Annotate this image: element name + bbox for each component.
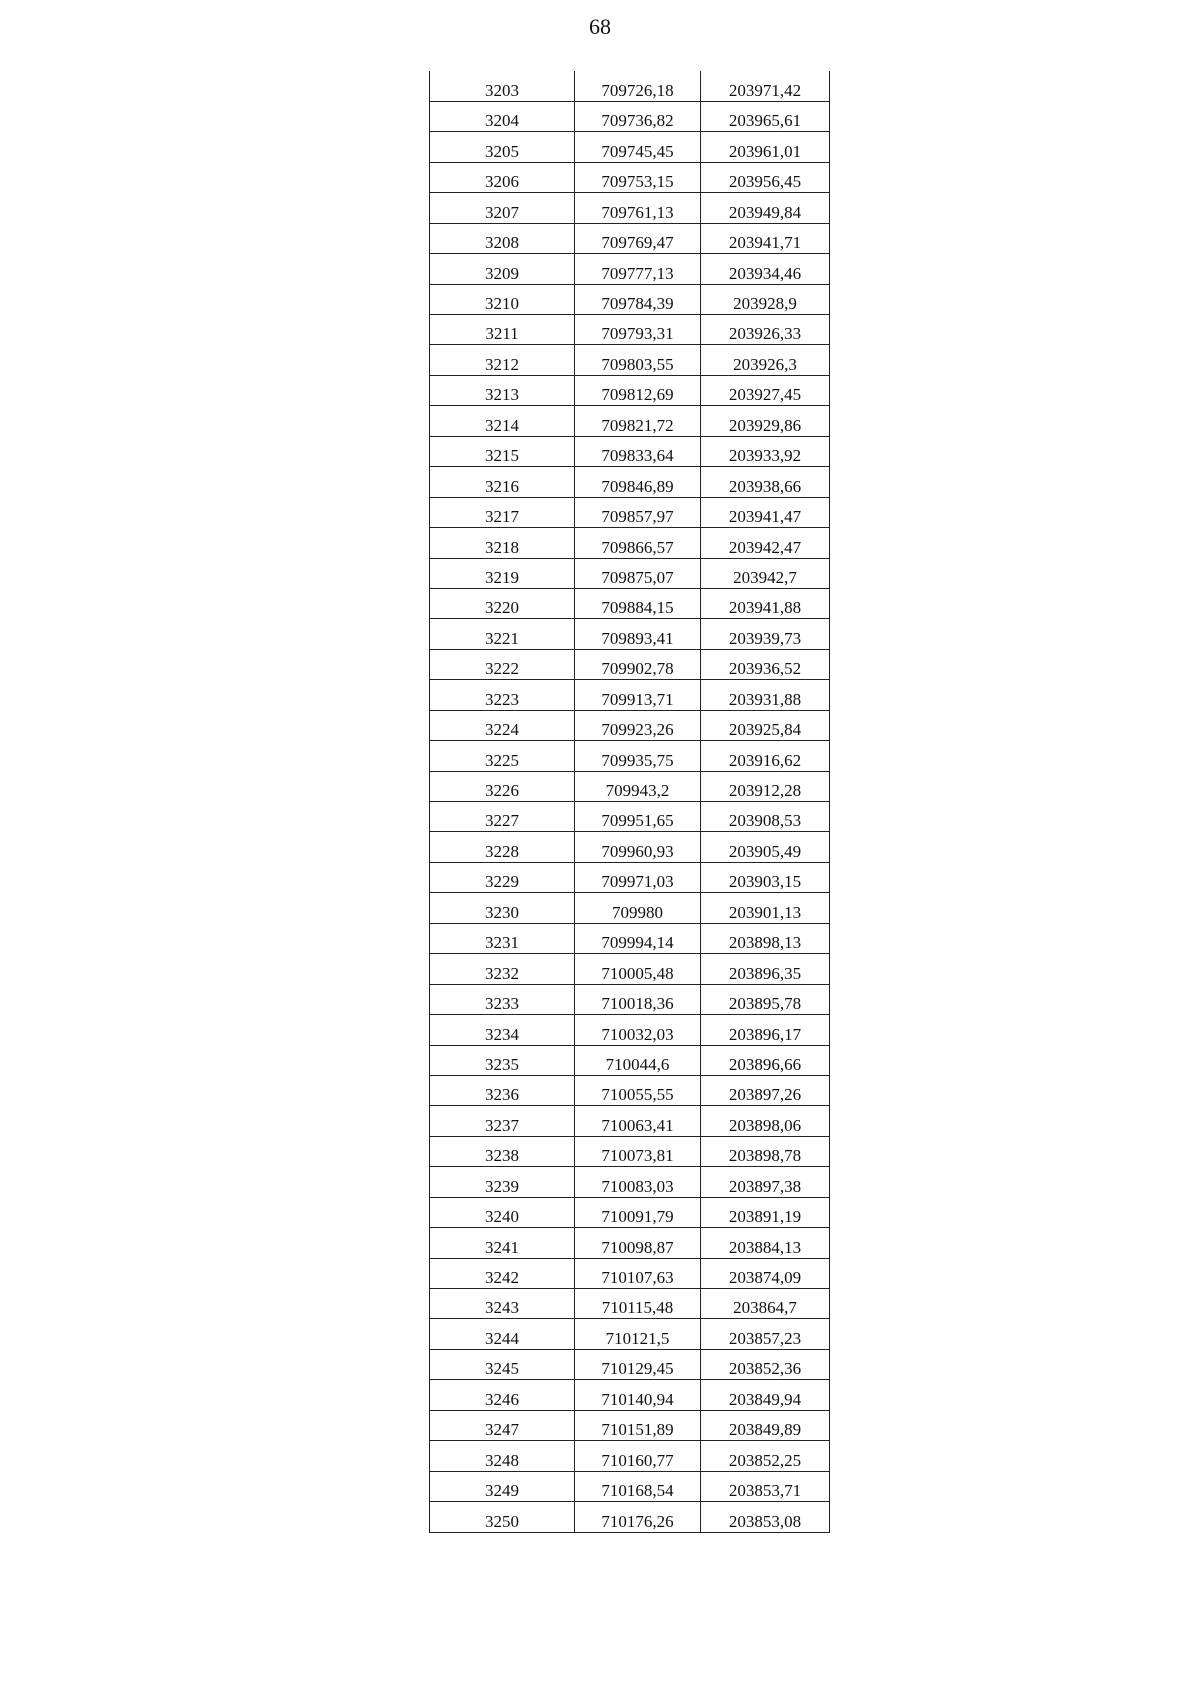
- table-row: [430, 375, 830, 405]
- y-coordinate-cell: 203927,45: [701, 375, 830, 405]
- table-row: [430, 223, 830, 253]
- table-row: [430, 771, 830, 801]
- x-coordinate-cell: 710083,03: [575, 1167, 701, 1197]
- point-number-cell: 3228: [430, 832, 575, 862]
- x-coordinate-cell: 710073,81: [575, 1136, 701, 1166]
- table-row: [430, 558, 830, 588]
- y-coordinate-cell: 203936,52: [701, 649, 830, 679]
- table-row: [430, 1471, 830, 1501]
- point-number-cell: 3217: [430, 497, 575, 527]
- point-number-cell: 3203: [430, 71, 575, 101]
- table-row: [430, 680, 830, 710]
- table-row: [430, 741, 830, 771]
- y-coordinate-cell: 203931,88: [701, 680, 830, 710]
- table-row: [430, 710, 830, 740]
- point-number-cell: 3242: [430, 1258, 575, 1288]
- table-row: [430, 802, 830, 832]
- y-coordinate-cell: 203942,7: [701, 558, 830, 588]
- x-coordinate-cell: 710176,26: [575, 1502, 701, 1532]
- point-number-cell: 3227: [430, 802, 575, 832]
- y-coordinate-cell: 203939,73: [701, 619, 830, 649]
- y-coordinate-cell: 203897,38: [701, 1167, 830, 1197]
- x-coordinate-cell: 709761,13: [575, 193, 701, 223]
- table-row: [430, 1441, 830, 1471]
- x-coordinate-cell: 709726,18: [575, 71, 701, 101]
- table-row: [430, 1106, 830, 1136]
- table-row: [430, 71, 830, 101]
- point-number-cell: 3212: [430, 345, 575, 375]
- point-number-cell: 3249: [430, 1471, 575, 1501]
- point-number-cell: 3215: [430, 436, 575, 466]
- x-coordinate-cell: 710005,48: [575, 954, 701, 984]
- x-coordinate-cell: 710160,77: [575, 1441, 701, 1471]
- x-coordinate-cell: 710115,48: [575, 1289, 701, 1319]
- coordinates-table-container: [429, 71, 830, 1533]
- x-coordinate-cell: 710107,63: [575, 1258, 701, 1288]
- point-number-cell: 3224: [430, 710, 575, 740]
- y-coordinate-cell: 203898,13: [701, 923, 830, 953]
- x-coordinate-cell: 709803,55: [575, 345, 701, 375]
- x-coordinate-cell: 710032,03: [575, 1015, 701, 1045]
- coordinates-table: [429, 71, 830, 1533]
- point-number-cell: 3230: [430, 893, 575, 923]
- x-coordinate-cell: 710063,41: [575, 1106, 701, 1136]
- point-number-cell: 3225: [430, 741, 575, 771]
- table-row: [430, 1289, 830, 1319]
- x-coordinate-cell: 709893,41: [575, 619, 701, 649]
- point-number-cell: 3208: [430, 223, 575, 253]
- point-number-cell: 3210: [430, 284, 575, 314]
- y-coordinate-cell: 203891,19: [701, 1197, 830, 1227]
- table-row: [430, 497, 830, 527]
- y-coordinate-cell: 203926,33: [701, 315, 830, 345]
- y-coordinate-cell: 203933,92: [701, 436, 830, 466]
- table-row: [430, 588, 830, 618]
- y-coordinate-cell: 203901,13: [701, 893, 830, 923]
- table-row: [430, 1380, 830, 1410]
- y-coordinate-cell: 203926,3: [701, 345, 830, 375]
- y-coordinate-cell: 203853,08: [701, 1502, 830, 1532]
- x-coordinate-cell: 709935,75: [575, 741, 701, 771]
- y-coordinate-cell: 203965,61: [701, 101, 830, 131]
- point-number-cell: 3232: [430, 954, 575, 984]
- y-coordinate-cell: 203908,53: [701, 802, 830, 832]
- y-coordinate-cell: 203864,7: [701, 1289, 830, 1319]
- table-row: [430, 1228, 830, 1258]
- coordinates-table-body: [430, 71, 830, 1532]
- x-coordinate-cell: 710151,89: [575, 1410, 701, 1440]
- y-coordinate-cell: 203938,66: [701, 467, 830, 497]
- x-coordinate-cell: 709793,31: [575, 315, 701, 345]
- table-row: [430, 984, 830, 1014]
- y-coordinate-cell: 203941,71: [701, 223, 830, 253]
- y-coordinate-cell: 203905,49: [701, 832, 830, 862]
- table-row: [430, 1197, 830, 1227]
- x-coordinate-cell: 710129,45: [575, 1349, 701, 1379]
- table-row: [430, 619, 830, 649]
- y-coordinate-cell: 203849,94: [701, 1380, 830, 1410]
- table-row: [430, 1167, 830, 1197]
- point-number-cell: 3214: [430, 406, 575, 436]
- x-coordinate-cell: 709846,89: [575, 467, 701, 497]
- x-coordinate-cell: 709994,14: [575, 923, 701, 953]
- y-coordinate-cell: 203895,78: [701, 984, 830, 1014]
- point-number-cell: 3246: [430, 1380, 575, 1410]
- x-coordinate-cell: 709769,47: [575, 223, 701, 253]
- x-coordinate-cell: 709960,93: [575, 832, 701, 862]
- table-row: [430, 406, 830, 436]
- y-coordinate-cell: 203949,84: [701, 193, 830, 223]
- y-coordinate-cell: 203884,13: [701, 1228, 830, 1258]
- point-number-cell: 3223: [430, 680, 575, 710]
- point-number-cell: 3233: [430, 984, 575, 1014]
- point-number-cell: 3213: [430, 375, 575, 405]
- table-row: [430, 101, 830, 131]
- x-coordinate-cell: 709833,64: [575, 436, 701, 466]
- table-row: [430, 862, 830, 892]
- table-row: [430, 1075, 830, 1105]
- point-number-cell: 3243: [430, 1289, 575, 1319]
- x-coordinate-cell: 709875,07: [575, 558, 701, 588]
- x-coordinate-cell: 710121,5: [575, 1319, 701, 1349]
- x-coordinate-cell: 709884,15: [575, 588, 701, 618]
- y-coordinate-cell: 203912,28: [701, 771, 830, 801]
- table-row: [430, 1136, 830, 1166]
- y-coordinate-cell: 203896,17: [701, 1015, 830, 1045]
- point-number-cell: 3235: [430, 1045, 575, 1075]
- table-row: [430, 893, 830, 923]
- y-coordinate-cell: 203857,23: [701, 1319, 830, 1349]
- point-number-cell: 3250: [430, 1502, 575, 1532]
- table-row: [430, 284, 830, 314]
- x-coordinate-cell: 709812,69: [575, 375, 701, 405]
- y-coordinate-cell: 203896,66: [701, 1045, 830, 1075]
- y-coordinate-cell: 203897,26: [701, 1075, 830, 1105]
- x-coordinate-cell: 709857,97: [575, 497, 701, 527]
- point-number-cell: 3207: [430, 193, 575, 223]
- y-coordinate-cell: 203941,88: [701, 588, 830, 618]
- x-coordinate-cell: 709913,71: [575, 680, 701, 710]
- point-number-cell: 3220: [430, 588, 575, 618]
- point-number-cell: 3245: [430, 1349, 575, 1379]
- point-number-cell: 3222: [430, 649, 575, 679]
- y-coordinate-cell: 203941,47: [701, 497, 830, 527]
- y-coordinate-cell: 203925,84: [701, 710, 830, 740]
- x-coordinate-cell: 710098,87: [575, 1228, 701, 1258]
- point-number-cell: 3240: [430, 1197, 575, 1227]
- point-number-cell: 3206: [430, 162, 575, 192]
- point-number-cell: 3244: [430, 1319, 575, 1349]
- table-row: [430, 467, 830, 497]
- table-row: [430, 315, 830, 345]
- page-number: 68: [589, 14, 611, 39]
- x-coordinate-cell: 709980: [575, 893, 701, 923]
- point-number-cell: 3205: [430, 132, 575, 162]
- x-coordinate-cell: 709821,72: [575, 406, 701, 436]
- point-number-cell: 3236: [430, 1075, 575, 1105]
- point-number-cell: 3221: [430, 619, 575, 649]
- x-coordinate-cell: 709777,13: [575, 254, 701, 284]
- y-coordinate-cell: 203934,46: [701, 254, 830, 284]
- table-row: [430, 162, 830, 192]
- table-row: [430, 1349, 830, 1379]
- x-coordinate-cell: 710140,94: [575, 1380, 701, 1410]
- x-coordinate-cell: 710055,55: [575, 1075, 701, 1105]
- table-row: [430, 1258, 830, 1288]
- table-row: [430, 954, 830, 984]
- x-coordinate-cell: 709745,45: [575, 132, 701, 162]
- table-row: [430, 254, 830, 284]
- point-number-cell: 3241: [430, 1228, 575, 1258]
- point-number-cell: 3209: [430, 254, 575, 284]
- table-row: [430, 132, 830, 162]
- y-coordinate-cell: 203896,35: [701, 954, 830, 984]
- x-coordinate-cell: 709784,39: [575, 284, 701, 314]
- y-coordinate-cell: 203942,47: [701, 528, 830, 558]
- point-number-cell: 3229: [430, 862, 575, 892]
- table-row: [430, 1502, 830, 1532]
- x-coordinate-cell: 709736,82: [575, 101, 701, 131]
- y-coordinate-cell: 203928,9: [701, 284, 830, 314]
- x-coordinate-cell: 709902,78: [575, 649, 701, 679]
- table-row: [430, 832, 830, 862]
- x-coordinate-cell: 709943,2: [575, 771, 701, 801]
- point-number-cell: 3211: [430, 315, 575, 345]
- point-number-cell: 3247: [430, 1410, 575, 1440]
- x-coordinate-cell: 710091,79: [575, 1197, 701, 1227]
- point-number-cell: 3238: [430, 1136, 575, 1166]
- point-number-cell: 3226: [430, 771, 575, 801]
- x-coordinate-cell: 710168,54: [575, 1471, 701, 1501]
- point-number-cell: 3248: [430, 1441, 575, 1471]
- y-coordinate-cell: 203853,71: [701, 1471, 830, 1501]
- y-coordinate-cell: 203852,25: [701, 1441, 830, 1471]
- x-coordinate-cell: 710018,36: [575, 984, 701, 1014]
- y-coordinate-cell: 203903,15: [701, 862, 830, 892]
- x-coordinate-cell: 709951,65: [575, 802, 701, 832]
- table-row: [430, 528, 830, 558]
- y-coordinate-cell: 203898,78: [701, 1136, 830, 1166]
- point-number-cell: 3204: [430, 101, 575, 131]
- y-coordinate-cell: 203916,62: [701, 741, 830, 771]
- y-coordinate-cell: 203956,45: [701, 162, 830, 192]
- point-number-cell: 3239: [430, 1167, 575, 1197]
- point-number-cell: 3218: [430, 528, 575, 558]
- table-row: [430, 1015, 830, 1045]
- table-row: [430, 193, 830, 223]
- x-coordinate-cell: 709923,26: [575, 710, 701, 740]
- table-row: [430, 436, 830, 466]
- point-number-cell: 3216: [430, 467, 575, 497]
- y-coordinate-cell: 203874,09: [701, 1258, 830, 1288]
- point-number-cell: 3234: [430, 1015, 575, 1045]
- table-row: [430, 345, 830, 375]
- table-row: [430, 1319, 830, 1349]
- y-coordinate-cell: 203849,89: [701, 1410, 830, 1440]
- table-row: [430, 649, 830, 679]
- point-number-cell: 3231: [430, 923, 575, 953]
- table-row: [430, 1410, 830, 1440]
- y-coordinate-cell: 203898,06: [701, 1106, 830, 1136]
- x-coordinate-cell: 709753,15: [575, 162, 701, 192]
- table-row: [430, 923, 830, 953]
- y-coordinate-cell: 203852,36: [701, 1349, 830, 1379]
- x-coordinate-cell: 709971,03: [575, 862, 701, 892]
- point-number-cell: 3237: [430, 1106, 575, 1136]
- x-coordinate-cell: 710044,6: [575, 1045, 701, 1075]
- y-coordinate-cell: 203961,01: [701, 132, 830, 162]
- point-number-cell: 3219: [430, 558, 575, 588]
- table-row: [430, 1045, 830, 1075]
- x-coordinate-cell: 709866,57: [575, 528, 701, 558]
- y-coordinate-cell: 203971,42: [701, 71, 830, 101]
- y-coordinate-cell: 203929,86: [701, 406, 830, 436]
